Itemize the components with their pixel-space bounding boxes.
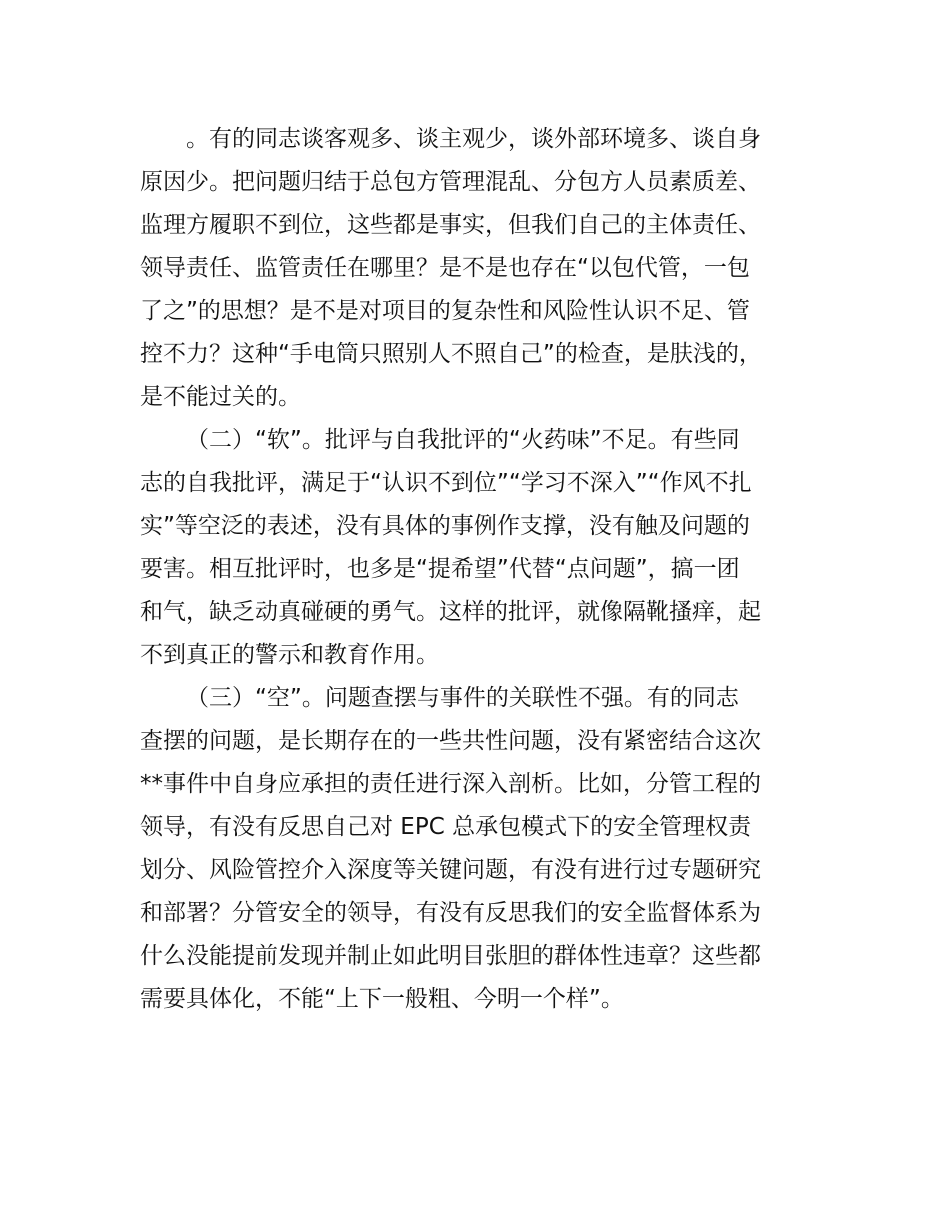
paragraph-line: 和气，缺乏动真碰硬的勇气。这样的批评，就像隔靴搔痒，起: [140, 599, 761, 625]
document-body: [140, 118, 840, 1021]
paragraph-line: 什么没能提前发现并制止如此明目张胆的群体性违章？这些都: [140, 943, 761, 969]
paragraph-1: [140, 118, 840, 419]
paragraph-line: 划分、风险管控介入深度等关键问题，有没有进行过专题研究: [140, 857, 761, 883]
paragraph-line: 原因少。把问题归结于总包方管理混乱、分包方人员素质差、: [140, 169, 761, 195]
paragraph-line: 了之”的思想？是不是对项目的复杂性和风险性认识不足、管: [140, 298, 750, 324]
paragraph-2: [140, 419, 840, 677]
paragraph-line: 控不力？这种“手电筒只照别人不照自己”的检查，是肤浅的，: [140, 341, 762, 367]
paragraph-line: 要害。相互批评时，也多是“提希望”代替“点问题”，搞一团: [140, 556, 740, 582]
paragraph-line: 。有的同志谈客观多、谈主观少，谈外部环境多、谈自身: [186, 126, 761, 152]
paragraph-line: 查摆的问题，是长期存在的一些共性问题，没有紧密结合这次: [140, 728, 761, 754]
paragraph-line: 不到真正的警示和教育作用。: [140, 642, 439, 668]
paragraph-line: 领导，有没有反思自己对 EPC 总承包模式下的安全管理权责: [140, 814, 752, 840]
paragraph-line: （二）“软”。批评与自我批评的“火药味”不足。有些同: [186, 427, 740, 453]
paragraph-line: 实”等空泛的表述，没有具体的事例作支撑，没有触及问题的: [140, 513, 750, 539]
paragraph-line: **事件中自身应承担的责任进行深入剖析。比如，分管工程的: [140, 771, 761, 797]
paragraph-line: 需要具体化，不能“上下一般粗、今明一个样”。: [140, 986, 624, 1012]
paragraph-line: 志的自我批评，满足于“认识不到位”“学习不深入”“作风不扎: [140, 470, 752, 496]
paragraph-line: 领导责任、监管责任在哪里？是不是也存在“以包代管，一包: [140, 255, 750, 281]
paragraph-3: [140, 677, 840, 1021]
paragraph-line: 是不能过关的。: [140, 384, 301, 410]
paragraph-line: （三）“空”。问题查摆与事件的关联性不强。有的同志: [186, 685, 739, 711]
paragraph-line: 和部署？分管安全的领导，有没有反思我们的安全监督体系为: [140, 900, 761, 926]
paragraph-line: 监理方履职不到位，这些都是事实，但我们自己的主体责任、: [140, 212, 761, 238]
